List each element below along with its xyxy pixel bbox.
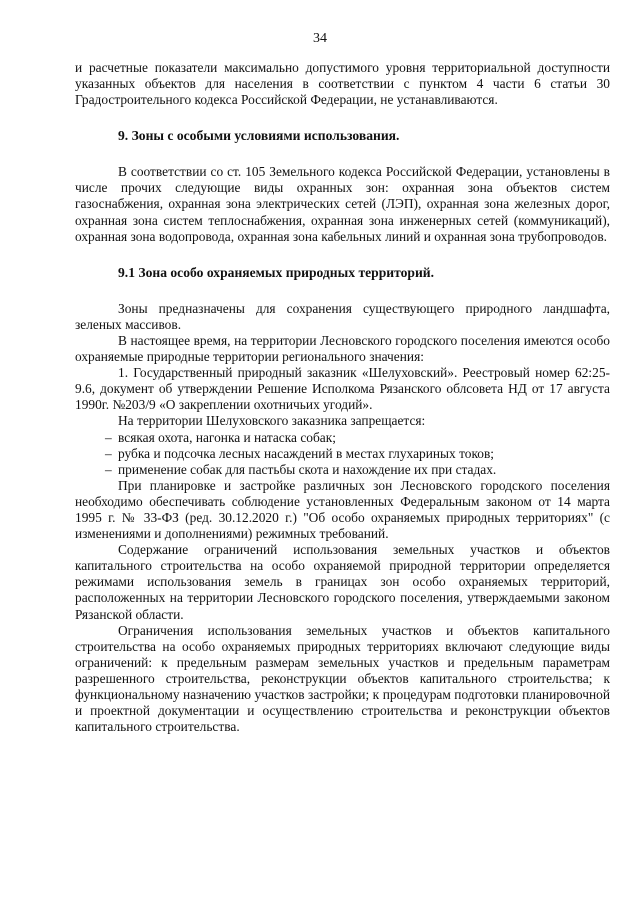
paragraph-current-territories: В настоящее время, на территории Лесновского городского поселения имеются особо охраняемые природные территории регионального значения:	[75, 332, 610, 365]
spacer	[75, 281, 610, 301]
section-9-heading: 9. Зоны с особыми условиями использования.	[118, 128, 400, 144]
paragraph-planning-requirements: При планировке и застройке различных зон Лесновского городского поселения необходимо обеспечивать соблюдение установленных Федеральным законом от 14 марта 1995 г. № 33-ФЗ (ред. 30.12.2020 г.) "Об особо охраняемых природных территориях" (с изменениями и дополнениями) режимных требований.	[75, 477, 610, 542]
dash-marker: –	[105, 461, 112, 477]
list-item	[75, 446, 610, 462]
paragraph-reserve-item: 1. Государственный природный заказник «Шелуховский». Реестровый номер 62:25-9.6, документ об утверждении Решение Исполкома Рязанского облсовета НД от 17 августа 1990г. №203/9 «О закреплении охотничьих угодий».	[75, 365, 610, 413]
list-item-text: применение собак для пастьбы скота и нахождение их при стадах.	[118, 461, 497, 477]
page-content	[75, 60, 610, 735]
dash-marker: –	[105, 429, 112, 445]
list-item	[75, 430, 610, 446]
page-number: 34	[313, 31, 327, 46]
spacer	[75, 144, 610, 164]
list-item	[75, 462, 610, 478]
spacer	[75, 108, 610, 128]
prohibitions-list	[75, 430, 610, 478]
intro-paragraph: и расчетные показатели максимально допустимого уровня территориальной доступности указанных объектов для населения в соответствии с пунктом 4 части 6 статьи 30 Градостроительного кодекса Российской Федерации, не устанавливаются.	[75, 60, 610, 108]
section-9-1-heading: 9.1 Зона особо охраняемых природных территорий.	[118, 264, 435, 280]
spacer	[75, 245, 610, 265]
dash-marker: –	[105, 445, 112, 461]
list-item-text: всякая охота, нагонка и натаска собак;	[118, 429, 336, 445]
list-item-text: рубка и подсочка лесных насаждений в местах глухариных токов;	[118, 445, 495, 461]
paragraph-restrictions-types: Ограничения использования земельных участков и объектов капитального строительства на особо охраняемых природных территориях включают следующие виды ограничений: к предельным размерам земельных участков и предельным параметрам разрешенного строительства, реконструкции объектов капитального строительства; к функциональному назначению участков застройки; к процедурам подготовки планировочной и проектной документации и осуществлению строительства и реконструкции объектов капитального строительства.	[75, 622, 610, 735]
paragraph-restrictions-content: Содержание ограничений использования земельных участков и объектов капитального строительства на особо охраняемой природной территории определяется режимами использования земель в границах зон особо охраняемых территорий, расположенных на территории Лесновского городского поселения, утверждаемыми законом Рязанской области.	[75, 542, 610, 622]
paragraph-prohibited-intro: На территории Шелуховского заказника запрещается:	[118, 413, 426, 429]
paragraph-zones-purpose: Зоны предназначены для сохранения существующего природного ландшафта, зеленых массивов.	[75, 300, 610, 332]
section-9-paragraph: В соответствии со ст. 105 Земельного кодекса Российской Федерации, установлены в числе прочих следующие виды охранных зон: охранная зона объектов систем газоснабжения, охранная зона электрических сетей (ЛЭП), охранная зона железных дорог, охранная зона систем теплоснабжения, охранная зона инженерных сетей (коммуникаций), охранная зона водопровода, охранная зона кабельных линий и охранная зона трубопроводов.	[75, 164, 610, 244]
